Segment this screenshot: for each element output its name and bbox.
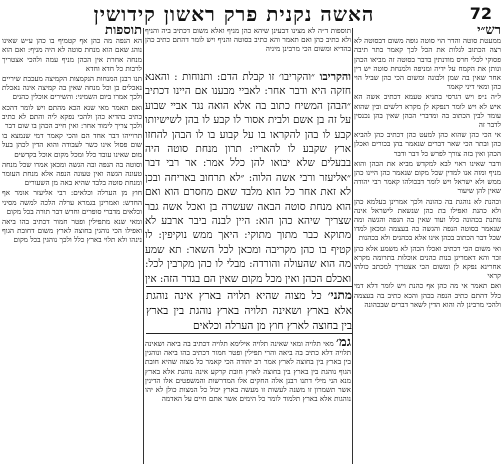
tosafot-paragraph: תנו רבנן המנחות הנקמצות הקמיצה מעכבת שיריים נאכלים בן וכל מנחה שאין בה קמיצה אינה נאכלת ולכך אמרו ביום השמיני: והשירים אוכלין כהנים <box>2 74 142 102</box>
mishnah-text: כל מצוה שהיא תלויה בארץ אינה נוהגת אלא בארץ ושאינה תלויה בארץ נוהגת בין בארץ בין בחוצה לארץ חוץ מן הערלה וכלאים <box>146 290 352 332</box>
tosafot-paragraph: תרוייהו דבר אחד הם והכי קאמר דמי שנמצא בו שום פסול אינו כשר לעבודה והוא הדין לכהן בעל מום שאינו עובד כלל ומכל מקום אוכל בקדשים <box>2 131 142 159</box>
tosafot-paragraph: וסוטה בה הנפה ובה הגשה ומכאן אמרו שכל מנחה טעונה הגשה ואין טעונה הנפה אלא מנחת העומר ומנחת סוטה בלבד שהיא באה מן השעורים <box>2 159 142 188</box>
tosafot-paragraph: ומאי שנא מתפילין ופטר חמור דכתיב בהו ביאה ואפילו הכי נוהגין בחוצה לארץ משום דחובת הגוף נינהו ולא תלוי בארץ כלל ולכך נוהגין בכל מקום <box>2 217 142 245</box>
gemara-main-text <box>145 70 351 284</box>
center-top-commentary <box>145 26 351 68</box>
rashi-paragraph: ודבר שאינו ראוי לבא למקדש מביא את הכהן והוא מניף ומזה אנו למדין שכל מקום שנאמר כהן היינו כהן ממש ולא ישראל ויש לומר דבכולהו קאמר רבי יהודה שאין להן שיעור <box>354 158 501 196</box>
rashi-paragraph: ממעטת סוטה והדר הוי סוטה גופה משום דבסוטה לא רצה הכתוב לגלות את הכל לכך קאמר בתר תיבה פסוקי לכלי חרס מודנתין בדבר בסוטה זה מביאו הכהן ונותן את הקמח על ידיה ומניפה ולמנחת סוטה יש דין אחר שאין בה שמן ולבונה ומשום הכי כהן שביל הוי כהן ומאי דיני קאמר <box>354 36 501 92</box>
mishnah-label: מתני׳ <box>327 288 352 302</box>
column-divider-right <box>352 28 353 464</box>
tosafot-marker: תוספות <box>105 26 142 38</box>
page-number: 72 <box>469 4 492 23</box>
rashi-paragraph: ואם תאמר אי מה כהן אף כהנת ויש לומר דלא דמי כלל דהתם כתיב הנפה בכהן והכא כתיב בה בעצמה ולהכי מרבינן לה והוא הדין לשאר דברים שבכהונה <box>354 281 501 309</box>
center-top-text: תוספות ד״ה לא מצינו דבעינן שיהא כהן מניף ואלא משום דכתיב ביה והניף ולא כתיב כהן ואם תאמר והא כתיב בסוטה והניף ויש לומר דהתם כתיב כהן בהדיא ומשום הכי מרבינן מיניה <box>145 26 351 54</box>
rashi-paragraph: וכהנת לא נוהגת בה כהונה ולכך אמרינן בעלמא כהן ולא כהנת ואפילו בת כהן שנשאת לישראל אינה נותנת בכהונה כלל ועוד שאין בה הנפה והגשה ומה שנאמר בסוטה הנפה והגשה בה בעצמה ומכאן למדו שכל דבר הכתוב בכהן אינו אלא בכהנים ולא בכהנות <box>354 196 501 243</box>
mishnah-box <box>146 286 352 334</box>
page-header <box>14 2 492 28</box>
gemara-continuation <box>145 338 351 464</box>
gemara-body: ״והקריבו׳ זו קבלת הדם: ותנוחות : והאנא חזקה היא ודבר אחר: לאביי מבענו אם היינו דכתיב ״הבהן המשיח כתוב בה אלא הואה נגד אביי שבוע על זה בן אשם ולבית אסור לו קבע לו בהן לשישיותו קבע לו בהן להקראו בו על קבוע בו לו הבהן להחזו ארץ שקבע לו להאריו: תרון מנחת סוטה היה בבעלים שלא יבואו להן כלל אמר: אר רבי דבר ״אליעזר ורבי אשה הלוה: ״לא תרחוב באריחה ובכן לא זאת אחר כל הוא מלבד שאם מחסרם הוא ואם הוא מנחת סוטה הבאה שעשרה בן ואכל אשה גבר שצריך שיהא כהן הוא: היין לבנה ביבר ארבע לא מתוקא כבר מתוך מתוקי: היאך ממש נוקיפין: לו קטיף בו כהן מקריבה ומכאן לכל השאר: תא שמע מה הוא שהעולה והורדה: מבלי לו כהן מקרבין לכל: ואכלם הכהן ואין מכל מקום שאין הם בגדר הזה: אין <box>145 71 351 284</box>
gemara-marker: גמ׳ <box>335 338 351 350</box>
gemara-continuation-text: מאי תלויה ומאי שאינה תלויה אילימא תלויה דכתיב בה ביאה ושאינה תלויה דלא כתיב בה ביאה והרי תפילין ופטר חמור דכתיב בהו ביאה ונוהגין בין בארץ בין בחוצה לארץ אמר רב יהודה הכי קאמר כל מצוה שהיא חובת הגוף נוהגת בין בארץ בין בחוצה לארץ חובת קרקע אינה נוהגת אלא בארץ מנא הני מילי דתנו רבנן אלה החקים אלו המדרשות והמשפטים אלו הדינין אשר תשמרון זו משנה לעשות זו מעשה בארץ יכול כל המצות כולן לא יהו נוהגות אלא בארץ תלמוד לומר כל הימים אשר אתם חיים על האדמה <box>145 339 351 404</box>
gemara-lemma: והקריבו <box>319 70 351 83</box>
rashi-paragraph: ואי משום הכי דכתיב ואכלו הכהן לא משמע אלא כהן זכר והא דאמרינן בנות כהנים אוכלות בתרומה מקרא אחרינא נפקא לן ומשום הכי אצטריך למכתב כולהו קראי <box>354 243 501 281</box>
rashi-paragraph: אי הכי כהן שהוא כהן למעט כהן דכתיב כהן להביא כהן ובתר הכי שאר דברים שנאמר בהן בכורים ואכלן הכהן ואין בזה צורך לפרש כל דבר ודבר <box>354 130 501 158</box>
running-head: האשה נקנית פרק ראשון קידושין <box>93 2 375 26</box>
tosafot-paragraph: הא הנפה מה כהן אף קטמיף בו כהן ע״ש שאינו נוהג שאם הוא מנחת סוטה לא היה מניף: ואם הוא מנחה אחרת אין הכהן מניף עמה ולהכי אצטריך לרבות כל חדא וחדא <box>2 36 142 73</box>
rashi-commentary-column <box>354 26 501 464</box>
column-divider-left <box>143 28 144 464</box>
rashi-paragraph: ל״ה נ״פ ויש דגרסי בתניא טעמא דכתיב אשה הא איש לא ויש לומר דנפקא לן מקרא דלשים ובין שהוא עומד לבין הכתוב בה ומדברי הכהן שאין בהן נכנסין לדבר זה <box>354 92 501 130</box>
tosafot-paragraph: חוץ מן הערלה וכלאים: רבי אליעזר אומר אף החדש: ואמרינן בגמרא ערלה הלכה למשה מסיני וכלאים מדברי סופרים וחדש דבר תורה בכל מקום <box>2 188 142 216</box>
tosafot-commentary-column <box>2 26 142 464</box>
tosafot-paragraph: ואם תאמר מאי שנא הכא מהתם ויש לומר דהכא כתיב בהדיא כהן ולהכי נפקא ליה והתם לא כתיב ולכך צריך לימוד אחר: ואין חייב הכהן בו שום דבר <box>2 102 142 131</box>
rashi-marker: רש״י <box>477 26 501 38</box>
